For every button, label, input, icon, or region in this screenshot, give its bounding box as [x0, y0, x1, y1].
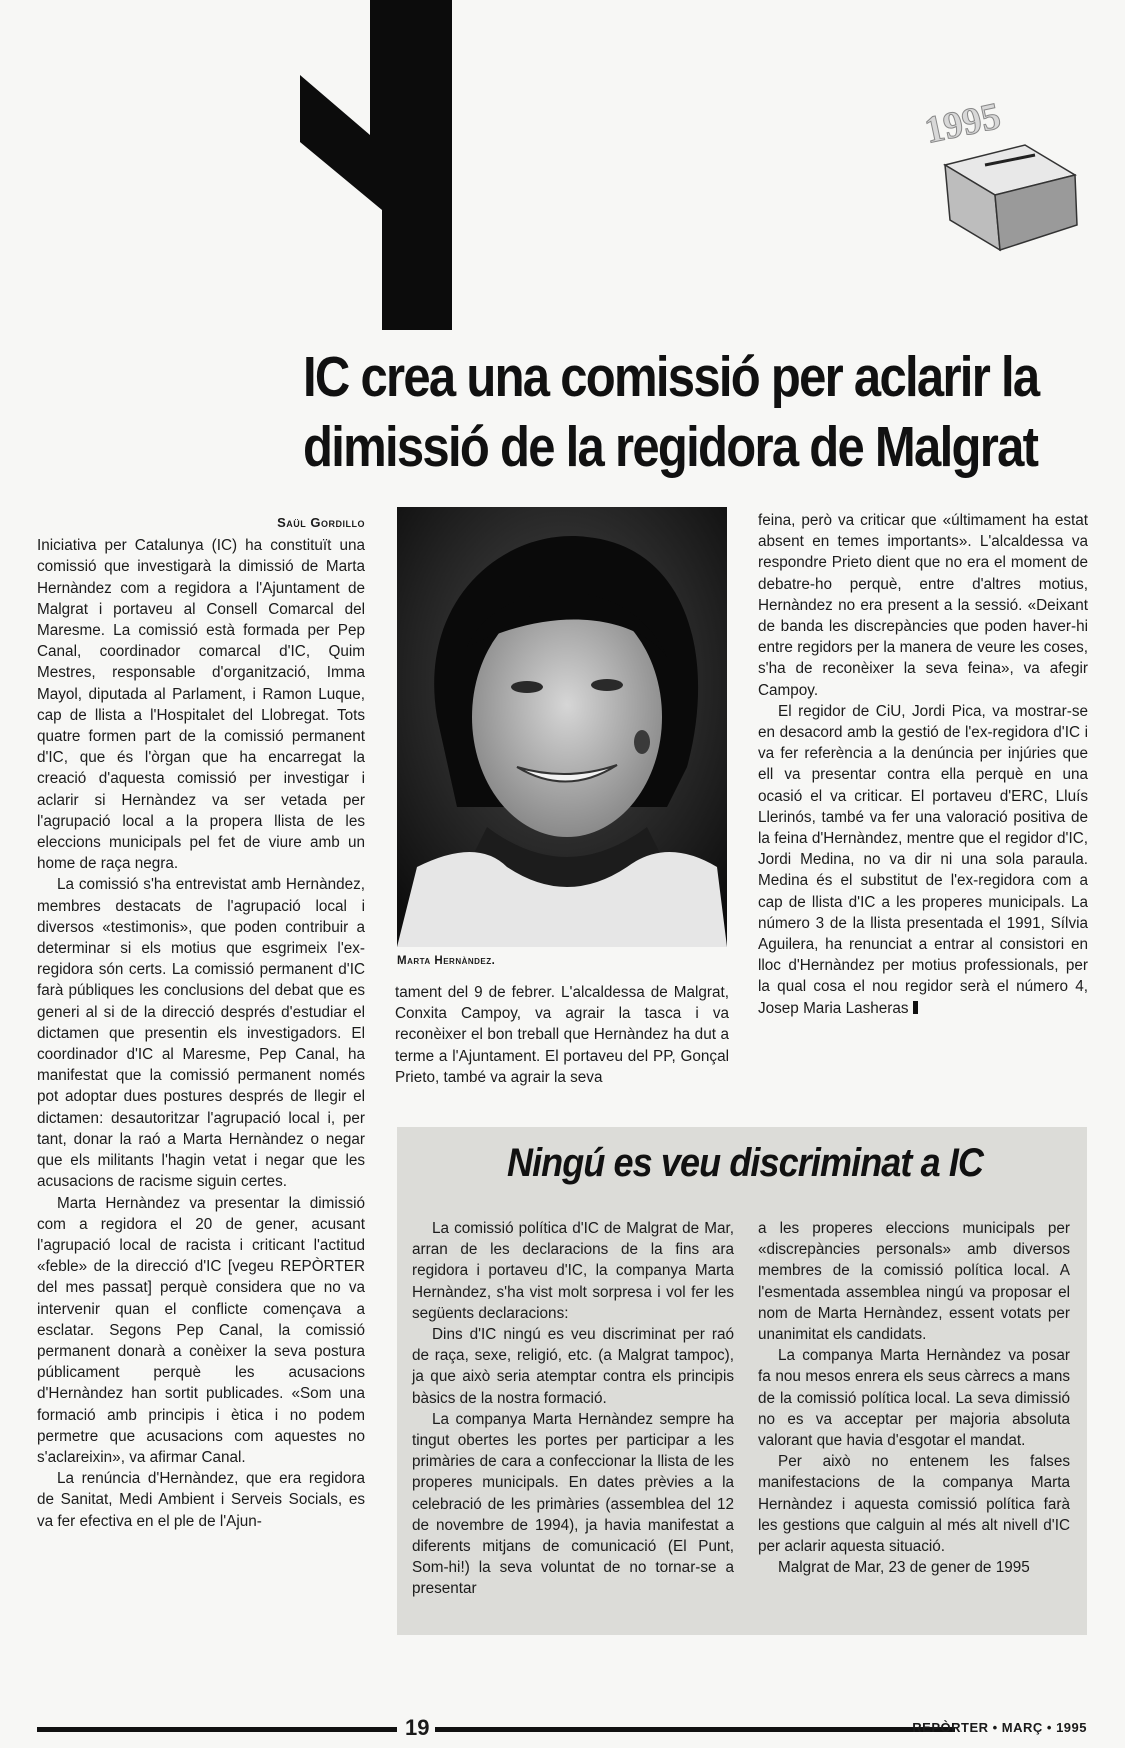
photo-caption: Marta Hernàndez.	[397, 955, 496, 967]
article-column-3	[758, 510, 1088, 1019]
sidebar-paragraph: Per això no entenem les falses manifestacions de la companya Marta Hernàndez i aquesta comissió política farà les gestions que calguin al més alt nivell d'IC per aclarir aquesta situació.	[758, 1453, 1070, 1556]
footer-rule-left	[37, 1727, 397, 1732]
sidebar-paragraph: La companya Marta Hernàndez va posar fa nou mesos enrera els seus càrrecs a mans de la comissió política local. La seva dimissió no es va acceptar per majoria absoluta valorant que havia d'esgotar el mandat.	[758, 1347, 1070, 1450]
sidebar-paragraph: a les properes eleccions municipals per «discrepàncies personals» amb diversos membres de la comissió política local. A l'esmentada assemblea ningú va proposar el nom de Marta Hernàndez, essent votats per unanimitat els candidats.	[758, 1220, 1070, 1344]
end-of-article-mark	[913, 1001, 918, 1014]
article-paragraph	[758, 701, 1088, 1019]
headline-line-2: dimissió de la regidora de Malgrat	[303, 415, 1038, 479]
article-paragraph: La comissió s'ha entrevistat amb Hernàndez, membres destacats de l'agrupació local i diversos «testimonis», que poden contribuir a determinar si els motius que esgrimeix l'ex-regidora són certs. La comissió permanent d'IC farà públiques les conclusions del debat que es generi al si de la direcció després d'estudiar el dictamen que presentin els investigadors. El coordinador d'IC al Maresme, Pep Canal, ha manifestat que la comissió permanent només pot adoptar dues postures després de llegir el dictamen: desautoritzar l'agrupació local i, per tant, donar la raó a Marta Hernàndez o negar que els militants l'hagin vetat i negar que les acusacions de racisme siguin certes.	[37, 876, 365, 1191]
sidebar-paragraph: La companya Marta Hernàndez sempre ha tingut obertes les portes per participar a les primàries de cara a confeccionar la llista de les properes municipals. En dates prèvies a la celebració de les primàries (assemblea del 12 de novembre de 1994), ja havia manifestat a diferents mitjans de comunicació (El Punt, Som-hi!) la seva voluntat de no tornar-se a presentar	[412, 1410, 734, 1598]
n-initial-logo	[300, 0, 452, 330]
article-column-1	[37, 512, 365, 1532]
article-paragraph-text: El regidor de CiU, Jordi Pica, va mostrar-se en desacord amb la gestió de l'ex-regidora d'IC i va fer referència a la denúncia per injúries que ell va presentar contra ella perquè en una ocasió el va criticar. El portaveu d'ERC, Lluís Llerinós, també va fer una valoració positiva de la feina d'Hernàndez, mentre que el regidor d'IC, Jordi Medina, no va dir ni una sola paraula. Medina és el substitut de l'ex-regidora com a cap de llista d'IC a les properes municipals. La número 3 de la llista presentada el 1991, Sílvia Aguilera, ha renunciat a entrar al consistori en lloc d'Hernàndez per motius professionals, per la qual cosa el nou regidor serà el número 4, Josep Maria Lasheras	[758, 702, 1088, 1017]
page-number: 19	[405, 1715, 430, 1740]
portrait-photo	[397, 507, 727, 947]
byline: Saül Gordillo	[277, 515, 365, 530]
article-paragraph: feina, però va criticar que «últimament ha estat absent en temes importants». L'alcaldessa va respondre Prieto dient que no era el moment de debatre-ho perquè, entre d'altres motius, Hernàndez no era present a la sessió. «Deixant de banda les discrepàncies que poden haver-hi entre regidors per la manera de veure les coses, s'ha de reconèixer la seva feina», va afegir Campoy.	[758, 512, 1088, 699]
article-paragraph: La renúncia d'Hernàndez, que era regidora de Sanitat, Medi Ambient i Serveis Socials, es va fer efectiva en el ple de l'Ajun-	[37, 1470, 365, 1530]
footer-rule-right	[435, 1727, 955, 1732]
sidebar-paragraph: La comissió política d'IC de Malgrat de Mar, arran de les declaracions de la fins ara regidora i portaveu d'IC, la companya Marta Hernàndez, s'ha vist molt sorpresa i vol fer les següents declaracions:	[412, 1220, 734, 1322]
sidebar-paragraph: Dins d'IC ningú es veu discriminat per raó de raça, sexe, religió, etc. (a Malgrat tampoc), ja que això seria atemptar contra els principis bàsics de la nostra formació.	[412, 1326, 734, 1407]
publication-line: REPÒRTER • MARÇ • 1995	[912, 1720, 1087, 1735]
article-column-2	[395, 982, 729, 1088]
sidebar-signature: Malgrat de Mar, 23 de gener de 1995	[778, 1559, 1030, 1577]
article-paragraph: Marta Hernàndez va presentar la dimissió com a regidora el 20 de gener, acusant l'agrupació local de racista i criticant l'actitud «feble» de la direcció d'IC [vegeu REPÒRTER del mes passat] perquè considera que no va intervenir quan el conflicte començava a esclatar. Segons Pep Canal, la comissió permanent donarà a conèixer la seva postura públicament perquè les acusacions d'Hernàndez han sortit publicades. «Som una formació amb principis i ètica i no podem permetre que acusacions com aquestes no s'aclareixin», va afirmar Canal.	[37, 1194, 365, 1466]
page-footer	[37, 1715, 1087, 1742]
headline-line-1: IC crea una comissió per aclarir la	[303, 345, 1039, 409]
article-paragraph: tament del 9 de febrer. L'alcaldessa de Malgrat, Conxita Campoy, va agrair la tasca i va reconèixer el bon treball que Hernàndez ha dut a terme a l'Ajuntament. El portaveu del PP, Gonçal Prieto, també va agrair la seva	[395, 984, 729, 1086]
sidebar-column-1	[412, 1218, 734, 1600]
sidebar-title: Ningú es veu discriminat a IC	[506, 1141, 984, 1185]
ballot-box-icon	[905, 95, 1085, 255]
sidebar-column-2	[758, 1218, 1070, 1578]
article-paragraph: Iniciativa per Catalunya (IC) ha constituït una comissió que investigarà la dimissió de Marta Hernàndez com a regidora a l'Ajuntament de Malgrat i portaveu al Consell Comarcal del Maresme. La comissió està formada per Pep Canal, coordinador comarcal d'IC, Quim Mestres, responsable d'organització, Imma Mayol, diputada al Parlament, i Ramon Luque, cap de llista a l'Hospitalet del Llobregat. Tots quatre formen part de la comissió permanent d'IC, que és l'òrgan que ha encarregat la creació d'aquesta comissió per investigar i aclarir si Hernàndez va ser vetada per l'agrupació local a la propera llista de les eleccions municipals pel fet de viure amb un home de raça negra.	[37, 537, 365, 873]
badge-year: 1995	[921, 95, 1005, 152]
